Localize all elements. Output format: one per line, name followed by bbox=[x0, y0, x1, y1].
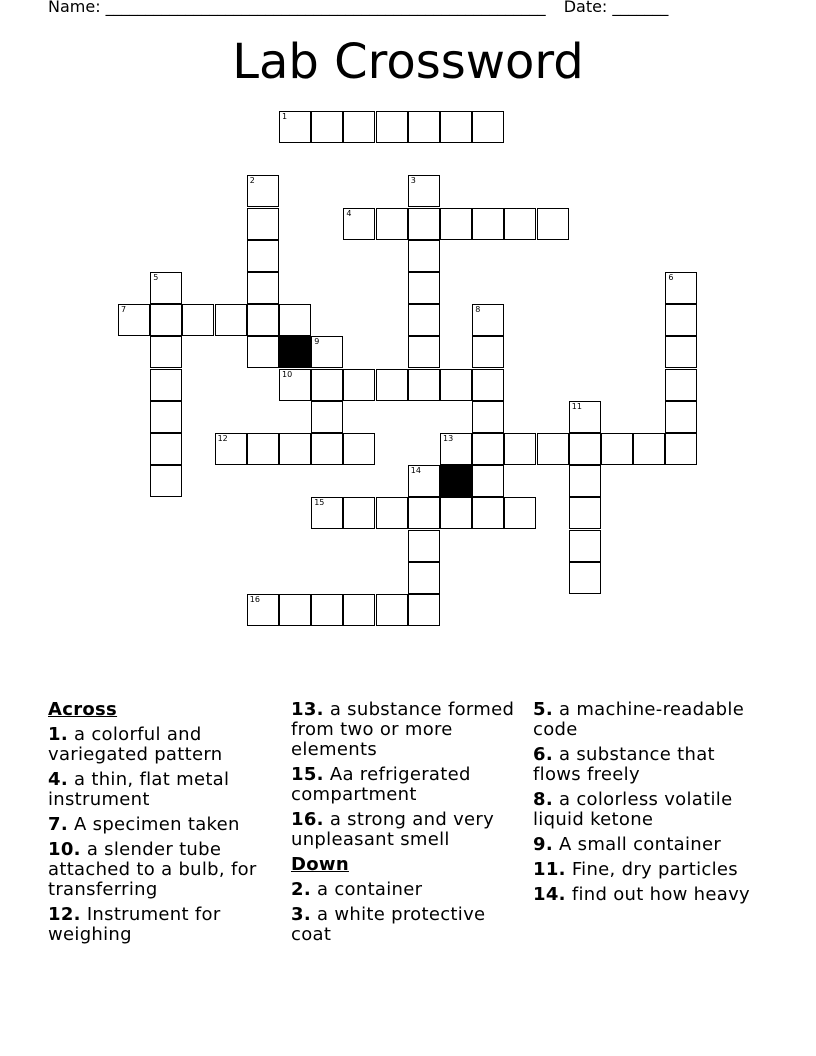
clue-column-3 bbox=[533, 700, 761, 910]
crossword-cell[interactable] bbox=[311, 433, 343, 465]
crossword-cell[interactable] bbox=[504, 208, 536, 240]
crossword-cell[interactable] bbox=[150, 336, 182, 368]
crossword-cell[interactable] bbox=[408, 175, 440, 207]
name-field-label[interactable]: Name: _______________________________________________________ bbox=[48, 0, 546, 16]
crossword-cell[interactable] bbox=[537, 208, 569, 240]
crossword-cell[interactable] bbox=[472, 401, 504, 433]
clue-item-number: 15. bbox=[291, 764, 324, 785]
clue-item-number: 13. bbox=[291, 699, 324, 720]
clue-item bbox=[533, 745, 761, 785]
crossword-cell[interactable] bbox=[472, 369, 504, 401]
clue-item-text: a white protective coat bbox=[291, 904, 486, 945]
clue-item bbox=[48, 840, 276, 900]
crossword-cell[interactable] bbox=[279, 304, 311, 336]
crossword-cell[interactable] bbox=[472, 465, 504, 497]
clue-number-label: 8 bbox=[475, 305, 481, 315]
clue-item-number: 11. bbox=[533, 859, 566, 880]
clue-item-text: Instrument for weighing bbox=[48, 904, 221, 945]
crossword-cell[interactable] bbox=[408, 369, 440, 401]
clue-item-text: a container bbox=[317, 879, 423, 900]
clue-item-text: a slender tube attached to a bulb, for transferring bbox=[48, 839, 257, 900]
clue-number-label: 2 bbox=[249, 176, 255, 186]
clue-item-text: A specimen taken bbox=[74, 814, 240, 835]
clue-item-number: 6. bbox=[533, 744, 553, 765]
clue-number-label: 16 bbox=[249, 595, 260, 604]
clue-item-number: 8. bbox=[533, 789, 553, 810]
crossword-cell[interactable] bbox=[472, 208, 504, 240]
crossword-cell[interactable] bbox=[279, 369, 311, 401]
crossword-cell[interactable] bbox=[376, 497, 408, 529]
clue-item-number: 9. bbox=[533, 834, 553, 855]
clue-item-text: Aa refrigerated compartment bbox=[291, 764, 471, 805]
crossword-cell[interactable] bbox=[472, 433, 504, 465]
clue-item-text: a colorless volatile liquid ketone bbox=[533, 789, 733, 830]
crossword-cell[interactable] bbox=[440, 208, 472, 240]
clue-number-label: 12 bbox=[217, 434, 228, 443]
clue-item bbox=[291, 810, 519, 850]
crossword-cell[interactable] bbox=[311, 497, 343, 529]
clue-item-number: 16. bbox=[291, 809, 324, 830]
clue-item bbox=[533, 790, 761, 830]
crossword-cell[interactable] bbox=[569, 433, 601, 465]
clue-section-heading: Down bbox=[291, 854, 349, 875]
clue-item-number: 7. bbox=[48, 814, 68, 835]
clue-item bbox=[291, 765, 519, 805]
crossword-cell[interactable] bbox=[376, 369, 408, 401]
date-field-label[interactable]: Date: _______ bbox=[563, 0, 669, 16]
clue-item-text: A small container bbox=[559, 834, 722, 855]
clue-item-text: a thin, flat metal instrument bbox=[48, 769, 230, 810]
crossword-cell[interactable] bbox=[472, 111, 504, 143]
crossword-cell[interactable] bbox=[150, 272, 182, 304]
crossword-cell[interactable] bbox=[279, 594, 311, 626]
clue-item bbox=[533, 885, 761, 905]
clue-item-text: a machine-readable code bbox=[533, 699, 745, 740]
crossword-cell[interactable] bbox=[311, 111, 343, 143]
crossword-cell[interactable] bbox=[247, 336, 279, 368]
crossword-cell[interactable] bbox=[440, 497, 472, 529]
crossword-cell[interactable] bbox=[247, 433, 279, 465]
crossword-cell[interactable] bbox=[408, 272, 440, 304]
crossword-cell[interactable] bbox=[408, 336, 440, 368]
crossword-cell[interactable] bbox=[601, 433, 633, 465]
clue-item bbox=[291, 700, 519, 760]
clue-number-label: 6 bbox=[668, 273, 674, 282]
crossword-cell[interactable] bbox=[408, 594, 440, 626]
crossword-cell[interactable] bbox=[665, 272, 697, 304]
clue-column-2 bbox=[291, 700, 519, 950]
clue-item bbox=[533, 835, 761, 855]
crossword-cell[interactable] bbox=[150, 465, 182, 497]
crossword-cell[interactable] bbox=[311, 594, 343, 626]
crossword-cell[interactable] bbox=[408, 497, 440, 529]
clue-item-number: 5. bbox=[533, 699, 553, 720]
crossword-cell[interactable] bbox=[343, 111, 375, 143]
crossword-cell[interactable] bbox=[633, 433, 665, 465]
clue-item-text: a substance formed from two or more elements bbox=[291, 699, 515, 760]
crossword-cell[interactable] bbox=[537, 433, 569, 465]
crossword-cell[interactable] bbox=[665, 401, 697, 433]
clue-item bbox=[48, 815, 276, 835]
crossword-cell[interactable] bbox=[247, 594, 279, 626]
clue-number-label: 13 bbox=[443, 434, 454, 443]
crossword-black-cell bbox=[440, 465, 472, 497]
crossword-cell[interactable] bbox=[343, 594, 375, 626]
crossword-cell[interactable] bbox=[569, 401, 601, 433]
clue-item bbox=[291, 880, 519, 900]
crossword-cell[interactable] bbox=[376, 111, 408, 143]
clue-item-text: find out how heavy bbox=[571, 884, 751, 905]
clue-number-label: 4 bbox=[346, 208, 352, 218]
crossword-cell[interactable] bbox=[665, 433, 697, 465]
crossword-cell[interactable] bbox=[182, 304, 214, 336]
crossword-cell[interactable] bbox=[504, 497, 536, 529]
crossword-cell[interactable] bbox=[279, 111, 311, 143]
clue-number-label: 5 bbox=[153, 273, 159, 282]
crossword-cell[interactable] bbox=[247, 272, 279, 304]
crossword-cell[interactable] bbox=[247, 240, 279, 272]
clue-item-text: a substance that flows freely bbox=[533, 744, 715, 785]
clue-item-number: 4. bbox=[48, 769, 68, 790]
clue-number-label: 11 bbox=[571, 401, 582, 411]
crossword-cell[interactable] bbox=[279, 433, 311, 465]
clue-item-number: 12. bbox=[48, 904, 81, 925]
clue-item-number: 10. bbox=[48, 839, 81, 860]
crossword-cell[interactable] bbox=[408, 111, 440, 143]
crossword-cell[interactable] bbox=[408, 465, 440, 497]
crossword-cell[interactable] bbox=[247, 208, 279, 240]
crossword-cell[interactable] bbox=[215, 433, 247, 465]
clue-item bbox=[533, 860, 761, 880]
crossword-cell[interactable] bbox=[504, 433, 536, 465]
crossword-cell[interactable] bbox=[472, 304, 504, 336]
crossword-cell[interactable] bbox=[311, 369, 343, 401]
crossword-black-cell bbox=[279, 336, 311, 368]
crossword-cell[interactable] bbox=[376, 208, 408, 240]
crossword-cell[interactable] bbox=[408, 562, 440, 594]
clue-item-text: Fine, dry particles bbox=[571, 859, 738, 880]
crossword-cell[interactable] bbox=[343, 497, 375, 529]
clue-item-number: 2. bbox=[291, 879, 311, 900]
clue-number-label: 3 bbox=[410, 176, 416, 186]
crossword-cell[interactable] bbox=[150, 401, 182, 433]
clue-item-text: a strong and very unpleasant smell bbox=[291, 809, 495, 850]
clue-number-label: 7 bbox=[121, 305, 127, 315]
crossword-cell[interactable] bbox=[440, 111, 472, 143]
crossword-cell[interactable] bbox=[569, 497, 601, 529]
crossword-cell[interactable] bbox=[376, 594, 408, 626]
page-title: Lab Crossword bbox=[232, 34, 584, 90]
crossword-cell[interactable] bbox=[247, 304, 279, 336]
crossword-cell[interactable] bbox=[408, 240, 440, 272]
crossword-cell[interactable] bbox=[150, 433, 182, 465]
clue-item bbox=[48, 770, 276, 810]
crossword-cell[interactable] bbox=[665, 304, 697, 336]
crossword-cell[interactable] bbox=[408, 208, 440, 240]
crossword-cell[interactable] bbox=[247, 175, 279, 207]
crossword-cell[interactable] bbox=[343, 369, 375, 401]
clue-item-number: 14. bbox=[533, 884, 566, 905]
crossword-cell[interactable] bbox=[408, 304, 440, 336]
crossword-cell[interactable] bbox=[569, 562, 601, 594]
clue-number-label: 1 bbox=[282, 112, 288, 121]
crossword-cell[interactable] bbox=[215, 304, 247, 336]
clue-item bbox=[533, 700, 761, 740]
crossword-cell[interactable] bbox=[665, 369, 697, 401]
clue-section-heading: Across bbox=[48, 699, 118, 720]
crossword-cell[interactable] bbox=[343, 208, 375, 240]
crossword-cell[interactable] bbox=[440, 433, 472, 465]
clue-number-label: 9 bbox=[314, 337, 320, 347]
clue-item bbox=[48, 725, 276, 765]
clue-item-text: a colorful and variegated pattern bbox=[48, 724, 223, 765]
crossword-cell[interactable] bbox=[150, 304, 182, 336]
crossword-cell[interactable] bbox=[472, 336, 504, 368]
crossword-cell[interactable] bbox=[343, 433, 375, 465]
crossword-cell[interactable] bbox=[440, 369, 472, 401]
crossword-cell[interactable] bbox=[311, 401, 343, 433]
crossword-cell[interactable] bbox=[118, 304, 150, 336]
clue-item bbox=[291, 905, 519, 945]
crossword-cell[interactable] bbox=[311, 336, 343, 368]
crossword-cell[interactable] bbox=[150, 369, 182, 401]
clue-number-label: 14 bbox=[410, 466, 421, 476]
crossword-cell[interactable] bbox=[472, 497, 504, 529]
clue-number-label: 10 bbox=[282, 369, 293, 379]
clue-item-number: 3. bbox=[291, 904, 311, 925]
crossword-cell[interactable] bbox=[665, 336, 697, 368]
crossword-cell[interactable] bbox=[408, 530, 440, 562]
clue-item-number: 1. bbox=[48, 724, 68, 745]
crossword-cell[interactable] bbox=[569, 465, 601, 497]
clue-item bbox=[48, 905, 276, 945]
crossword-cell[interactable] bbox=[569, 530, 601, 562]
clue-column-1 bbox=[48, 700, 276, 950]
clue-number-label: 15 bbox=[314, 498, 325, 508]
